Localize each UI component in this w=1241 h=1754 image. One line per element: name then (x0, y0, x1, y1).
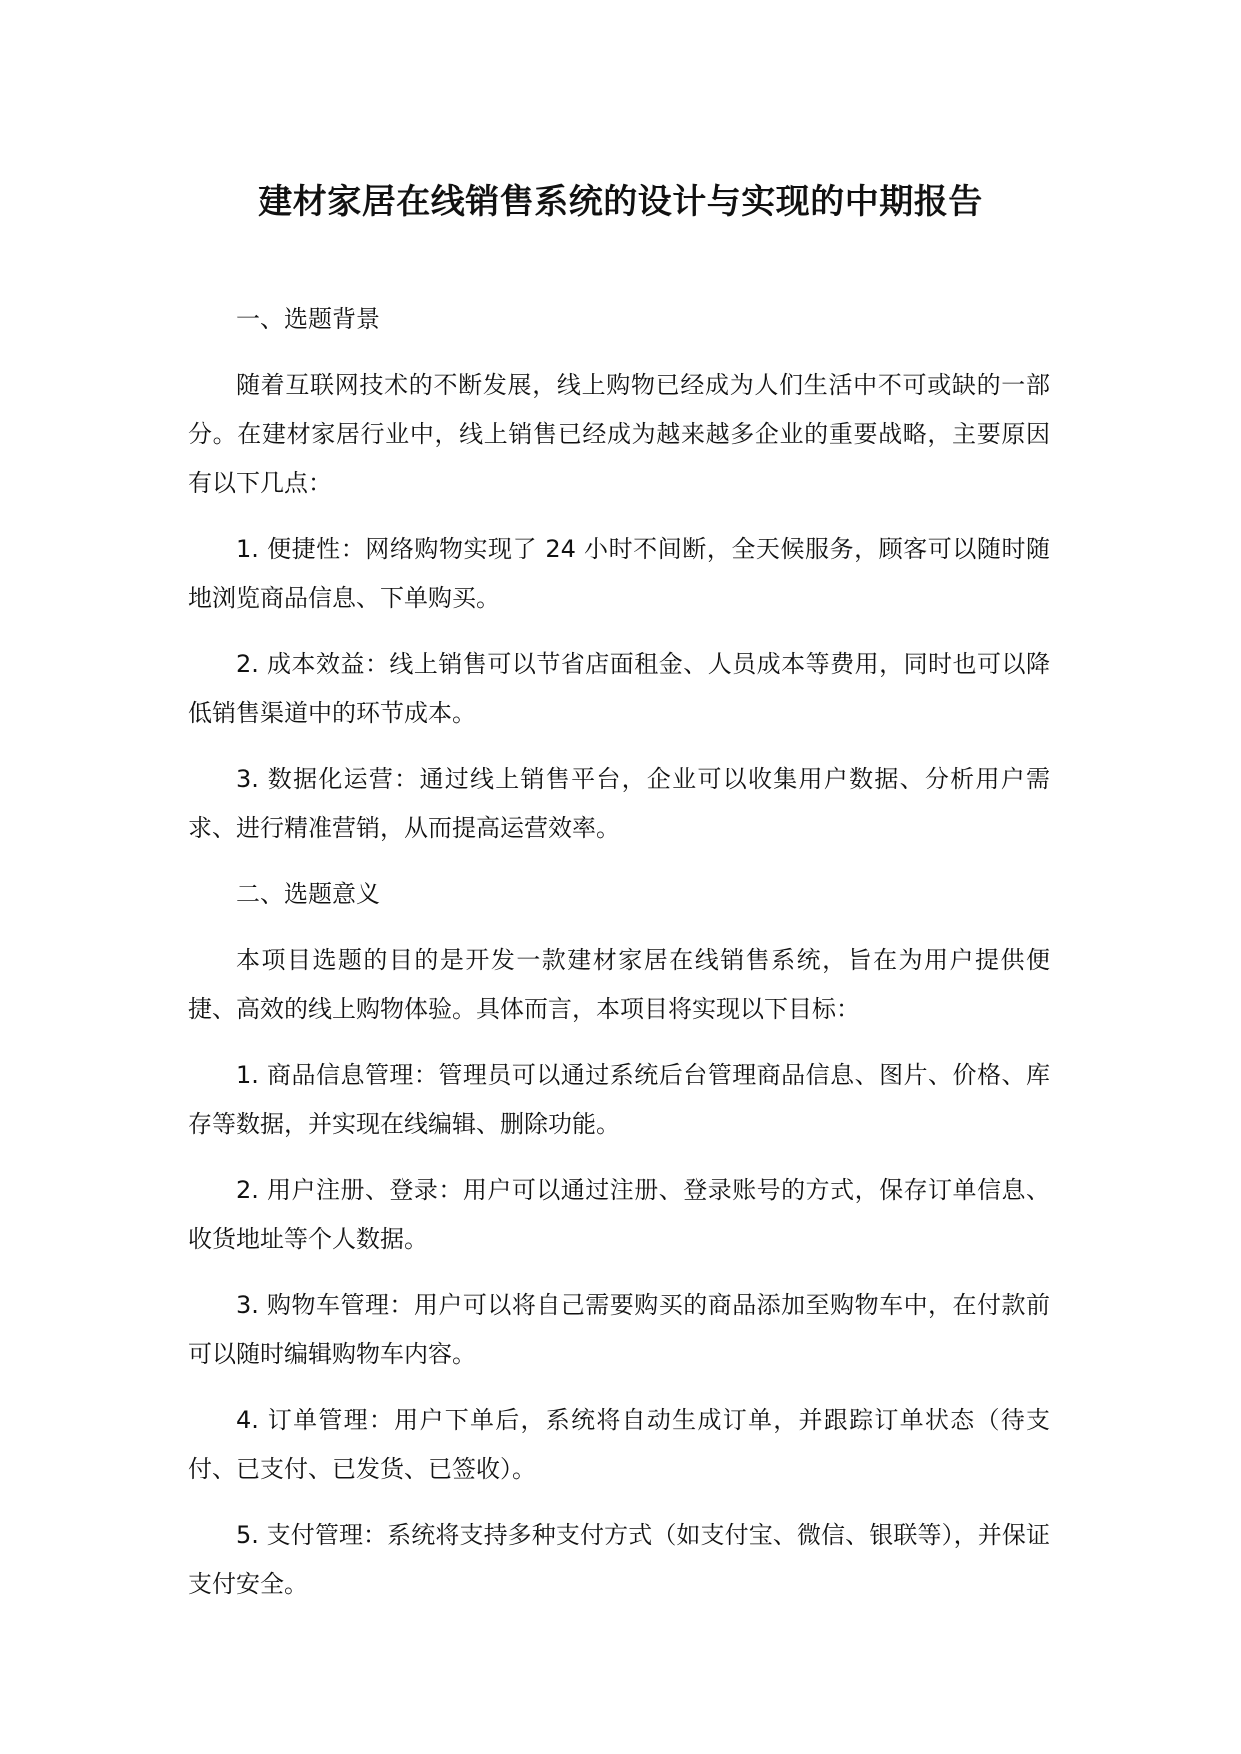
document-body (188, 295, 1050, 1626)
paragraph-background-intro: 随着互联网技术的不断发展，线上购物已经成为人们生活中不可或缺的一部分。在建材家居行业中，线上销售已经成为越来越多企业的重要战略，主要原因有以下几点： (188, 371, 1050, 497)
list-item-convenience: 1. 便捷性：网络购物实现了 24 小时不间断，全天候服务，顾客可以随时随地浏览商品信息、下单购买。 (188, 535, 1050, 612)
list-item-product-management: 1. 商品信息管理：管理员可以通过系统后台管理商品信息、图片、价格、库存等数据，并实现在线编辑、删除功能。 (188, 1061, 1050, 1138)
paragraph-significance-intro: 本项目选题的目的是开发一款建材家居在线销售系统，旨在为用户提供便捷、高效的线上购物体验。具体而言，本项目将实现以下目标： (188, 946, 1050, 1023)
document-title: 建材家居在线销售系统的设计与实现的中期报告 (258, 182, 983, 222)
section-heading-background: 一、选题背景 (236, 305, 380, 333)
section-heading-significance: 二、选题意义 (236, 880, 380, 908)
list-item-cart-management: 3. 购物车管理：用户可以将自己需要购买的商品添加至购物车中，在付款前可以随时编辑购物车内容。 (188, 1291, 1050, 1368)
list-item-order-management: 4. 订单管理：用户下单后，系统将自动生成订单，并跟踪订单状态（待支付、已支付、已发货、已签收）。 (188, 1406, 1050, 1483)
list-item-user-registration: 2. 用户注册、登录：用户可以通过注册、登录账号的方式，保存订单信息、收货地址等个人数据。 (188, 1176, 1050, 1253)
list-item-cost-benefit: 2. 成本效益：线上销售可以节省店面租金、人员成本等费用，同时也可以降低销售渠道中的环节成本。 (188, 650, 1050, 727)
list-item-payment-management: 5. 支付管理：系统将支持多种支付方式（如支付宝、微信、银联等），并保证支付安全。 (188, 1521, 1050, 1598)
list-item-data-operations: 3. 数据化运营：通过线上销售平台，企业可以收集用户数据、分析用户需求、进行精准营销，从而提高运营效率。 (188, 765, 1050, 842)
